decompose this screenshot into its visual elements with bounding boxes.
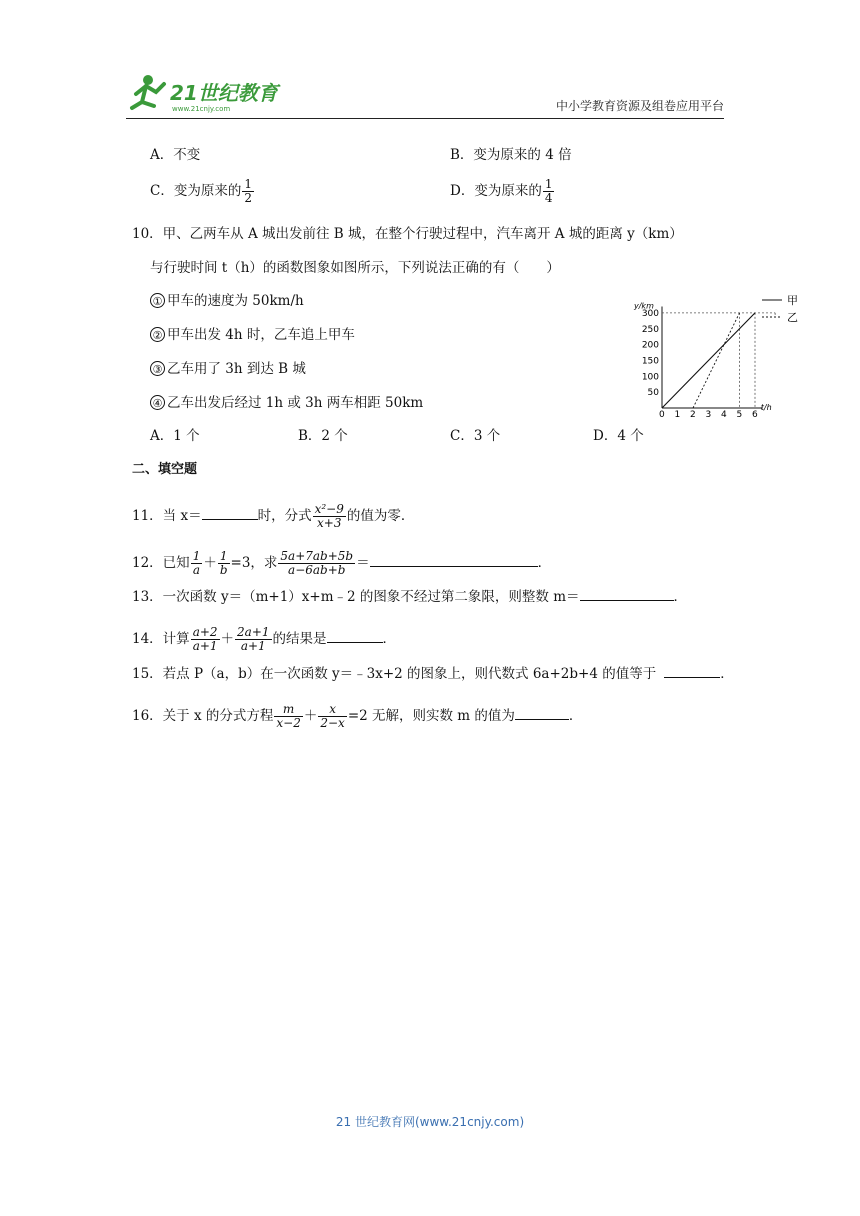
q15-text: 15．若点 P（a，b）在一次函数 y＝﹣3x+2 的图象上，则代数式 6a+2b+4 的值等于 bbox=[132, 666, 657, 682]
equals-sign: ＝ bbox=[356, 555, 370, 571]
series-line-yi bbox=[693, 313, 740, 408]
q10-option-d: D．4 个 bbox=[593, 428, 644, 444]
q15-end: ． bbox=[720, 666, 734, 682]
circled-number: ② bbox=[150, 327, 165, 342]
q10-stem-line1: 10．甲、乙两车从 A 城出发前往 B 城，在整个行驶过程中，汽车离开 A 城的距离 y（km） bbox=[132, 226, 683, 242]
answer-blank[interactable] bbox=[327, 628, 383, 643]
x-tick-label: 3 bbox=[705, 410, 712, 420]
q14-end: ． bbox=[382, 631, 397, 647]
y-tick-label: 250 bbox=[641, 324, 659, 335]
y-tick-label: 150 bbox=[641, 356, 659, 367]
q13-end: ． bbox=[673, 589, 687, 605]
q16-fraction-2 bbox=[318, 703, 346, 730]
q9-option-c-fraction bbox=[242, 178, 254, 205]
q9-option-d-text: D．变为原来的 bbox=[450, 183, 542, 199]
fraction-numerator: m bbox=[274, 703, 302, 717]
x-tick-label: 6 bbox=[752, 410, 758, 420]
q14-post: 的结果是 bbox=[272, 631, 327, 647]
chart-ticks bbox=[642, 309, 758, 420]
q9-option-d-fraction bbox=[543, 178, 555, 205]
q14-fraction-2 bbox=[235, 626, 271, 653]
y-tick-label: 50 bbox=[647, 388, 659, 399]
logo-url: www.21cnjy.com bbox=[172, 105, 231, 113]
q9-option-d bbox=[450, 178, 555, 205]
q10-statement-3 bbox=[150, 360, 306, 378]
q11 bbox=[132, 503, 414, 530]
q9-option-c bbox=[150, 178, 255, 205]
q10-statement-1 bbox=[150, 292, 304, 310]
fraction-numerator: 1 bbox=[192, 549, 201, 563]
y-tick-label: 200 bbox=[641, 340, 659, 351]
q11-fraction bbox=[313, 503, 346, 530]
q16-post: =2 无解，则实数 m 的值为 bbox=[347, 708, 515, 724]
legend-entry: 乙 bbox=[787, 311, 798, 324]
statement-text: 甲车的速度为 50km/h bbox=[167, 293, 304, 309]
x-axis-label: t/h bbox=[760, 403, 772, 412]
plus-sign: ＋ bbox=[203, 555, 217, 571]
series-line-jia bbox=[662, 313, 755, 408]
q16-fraction-1 bbox=[274, 703, 302, 730]
fraction-denominator: a+1 bbox=[192, 639, 218, 653]
fraction-numerator: 1 bbox=[218, 550, 230, 564]
fraction-denominator: 4 bbox=[544, 191, 553, 205]
answer-blank[interactable] bbox=[580, 586, 674, 601]
answer-blank[interactable] bbox=[202, 505, 258, 520]
fraction-denominator: b bbox=[219, 563, 228, 577]
q9-option-a: A．不变 bbox=[150, 147, 201, 163]
circled-number: ④ bbox=[150, 395, 165, 410]
circled-number: ① bbox=[150, 293, 165, 308]
q12-fraction-3 bbox=[278, 550, 355, 577]
distance-time-chart bbox=[630, 285, 810, 420]
chart-lines bbox=[662, 313, 775, 408]
q10-option-c: C．3 个 bbox=[450, 428, 501, 444]
fraction-denominator: 2 bbox=[244, 191, 252, 205]
fraction-denominator: a bbox=[192, 563, 201, 577]
fraction-numerator: 1 bbox=[544, 177, 553, 191]
y-tick-label: 100 bbox=[641, 372, 659, 383]
q12-end: ． bbox=[537, 555, 552, 571]
q9-option-b: B．变为原来的 4 倍 bbox=[450, 147, 572, 163]
q10-statement-2 bbox=[150, 326, 355, 344]
platform-name: 中小学教育资源及组卷应用平台 bbox=[555, 99, 724, 113]
fraction-denominator: x−2 bbox=[276, 716, 301, 730]
q14-pre: 14．计算 bbox=[132, 631, 190, 647]
q16-end: ． bbox=[568, 708, 583, 724]
q12-fraction-1 bbox=[191, 550, 203, 577]
chart-legend bbox=[762, 294, 798, 324]
statement-text: 乙车出发后经过 1h 或 3h 两车相距 50km bbox=[167, 395, 424, 411]
fraction-numerator: a+2 bbox=[192, 625, 218, 639]
fraction-numerator: x bbox=[318, 703, 346, 717]
fraction-denominator: a−6ab+b bbox=[288, 563, 346, 577]
q14 bbox=[132, 626, 396, 653]
q12-pre: 12．已知 bbox=[132, 555, 190, 571]
q15 bbox=[132, 663, 734, 683]
logo bbox=[126, 72, 296, 114]
q11-pre: 11．当 x＝ bbox=[132, 508, 202, 524]
q10-stem-line2: 与行驶时间 t（h）的函数图象如图所示，下列说法正确的有（ ） bbox=[150, 260, 560, 276]
y-tick-label: 300 bbox=[641, 308, 659, 319]
section-title: 二、填空题 bbox=[132, 462, 198, 477]
q13 bbox=[132, 586, 687, 606]
x-tick-label: 1 bbox=[674, 410, 681, 420]
runner-icon bbox=[132, 75, 164, 108]
fraction-numerator: 5a+7ab+5b bbox=[280, 549, 354, 563]
q10-option-b: B．2 个 bbox=[298, 428, 348, 444]
circled-number: ③ bbox=[150, 361, 165, 376]
answer-blank[interactable] bbox=[370, 552, 538, 567]
q16-pre: 16．关于 x 的分式方程 bbox=[132, 708, 274, 724]
plus-sign: ＋ bbox=[303, 708, 318, 724]
q13-text: 13．一次函数 y＝（m+1）x+m﹣2 的图象不经过第二象限，则整数 m＝ bbox=[132, 589, 580, 605]
q14-fraction-1 bbox=[191, 626, 220, 653]
x-tick-label: 0 bbox=[659, 410, 665, 420]
page-footer: 21 世纪教育网(www.21cnjy.com) bbox=[335, 1115, 525, 1129]
plus-sign: ＋ bbox=[220, 631, 235, 647]
x-tick-label: 5 bbox=[736, 410, 743, 420]
x-tick-label: 4 bbox=[721, 410, 727, 420]
statement-text: 乙车用了 3h 到达 B 城 bbox=[167, 361, 306, 377]
answer-blank[interactable] bbox=[515, 705, 569, 720]
q16 bbox=[132, 703, 582, 730]
y-axis-label: y/km bbox=[634, 301, 654, 311]
q12 bbox=[132, 550, 551, 577]
q10-option-a: A．1 个 bbox=[150, 428, 200, 444]
fraction-numerator: 1 bbox=[244, 177, 252, 191]
q12-mid: =3，求 bbox=[230, 555, 278, 571]
fraction-denominator: x+3 bbox=[317, 516, 342, 530]
q9-option-c-text: C．变为原来的 bbox=[150, 183, 242, 199]
fraction-numerator: x²−9 bbox=[314, 502, 344, 516]
answer-blank[interactable] bbox=[664, 663, 720, 678]
legend-entry: 甲 bbox=[787, 294, 798, 307]
q12-fraction-2 bbox=[218, 550, 230, 577]
fraction-numerator: 2a+1 bbox=[237, 625, 270, 639]
q11-post: 的值为零． bbox=[346, 508, 415, 524]
fraction-denominator: a+1 bbox=[240, 639, 266, 653]
statement-text: 甲车出发 4h 时，乙车追上甲车 bbox=[167, 327, 355, 343]
page-header bbox=[126, 68, 724, 119]
q10-statement-4 bbox=[150, 394, 423, 412]
x-tick-label: 2 bbox=[690, 410, 696, 420]
fraction-denominator: 2−x bbox=[320, 716, 345, 730]
q11-mid: 时，分式 bbox=[257, 508, 312, 524]
logo-text: 21世纪教育 bbox=[170, 81, 278, 105]
